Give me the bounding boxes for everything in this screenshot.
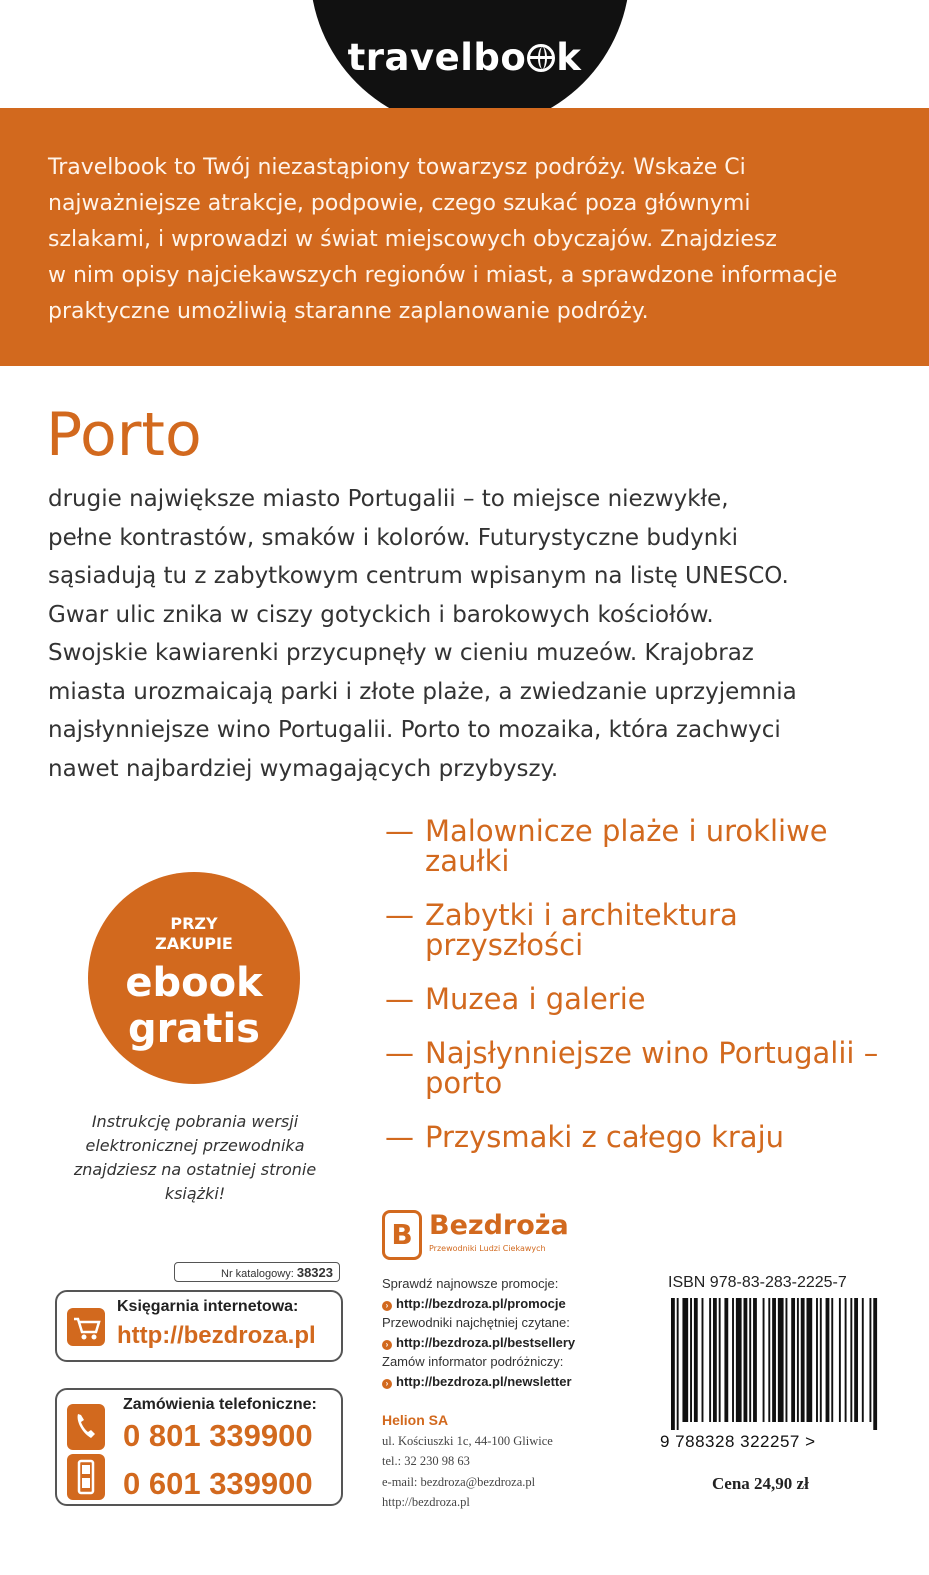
company-phone: tel.: 32 230 98 63 [382, 1454, 470, 1468]
catalog-label: Nr katalogowy: [221, 1268, 294, 1280]
intro-line: szlakami, i wprowadzi w świat miejscowych obyczajów. Znajdziesz [48, 227, 777, 252]
barcode-bar [791, 1298, 795, 1422]
feature-item [385, 984, 905, 1014]
intro-line: Travelbook to Twój niezastąpiony towarzysz podróży. Wskaże Ci [48, 155, 746, 180]
promo-link[interactable] [382, 1372, 652, 1392]
barcode-bar [724, 1298, 728, 1422]
barcode-bar [713, 1298, 717, 1422]
barcode-bar [736, 1298, 742, 1422]
mobile-phone-icon [67, 1454, 105, 1500]
description [48, 480, 888, 788]
arrow-right-icon: › [382, 1340, 392, 1350]
publisher-tagline: Przewodniki Ludzi Ciekawych [429, 1244, 546, 1253]
phone-number-landline[interactable]: 0 801 339900 [123, 1418, 313, 1453]
intro-line: w nim opisy najciekawszych regionów i miast, a sprawdzone informacje [48, 263, 838, 288]
barcode-bar [869, 1298, 871, 1422]
barcode-bar [797, 1298, 799, 1422]
badge-ebook: ebook [125, 960, 263, 1006]
barcode-bar [744, 1298, 748, 1422]
dash-bullet: — [385, 1036, 414, 1070]
promo-link[interactable] [382, 1294, 652, 1314]
barcode-bar [801, 1298, 805, 1422]
dash-bullet: — [385, 814, 414, 848]
shopping-cart-icon [67, 1308, 105, 1346]
promo-link-text: http://bezdroza.pl/promocje [396, 1295, 566, 1311]
badge-gratis: gratis [128, 1006, 260, 1052]
barcode [671, 1298, 879, 1430]
barcode-bar [862, 1298, 864, 1422]
ebook-badge [88, 872, 300, 1084]
description-line: najsłynniejsze wino Portugalii. Porto to mozaika, która zachwyci [48, 717, 781, 743]
badge-line: PRZY [170, 914, 218, 933]
barcode-bar [732, 1298, 734, 1422]
globe-icon [527, 44, 555, 72]
barcode-bar [826, 1298, 830, 1422]
logo-text-start: travelbo [347, 36, 527, 79]
feature-text: Zabytki i architektura przyszłości [425, 898, 738, 962]
barcode-bar [816, 1298, 818, 1422]
barcode-bar [820, 1298, 822, 1422]
barcode-bar [778, 1298, 784, 1422]
publisher-mark-icon: B [382, 1210, 422, 1260]
feature-item [385, 1122, 905, 1152]
feature-text: Malownicze plaże i urokliwe zaułki [425, 814, 828, 878]
dash-bullet: — [385, 982, 414, 1016]
promo-link-text: http://bezdroza.pl/newsletter [396, 1373, 572, 1389]
company-website[interactable]: http://bezdroza.pl [382, 1495, 470, 1509]
barcode-bar [719, 1298, 721, 1422]
catalog-number [174, 1262, 340, 1282]
barcode-digits: 9 788328 322257 > [660, 1432, 816, 1451]
barcode-bar [806, 1298, 812, 1422]
description-line: Gwar ulic znika w ciszy gotyckich i barokowych kościołów. [48, 601, 714, 628]
barcode-bar [702, 1298, 704, 1422]
intro-text [48, 150, 888, 330]
description-line: Swojskie kawiarenki przycupnęły w cieniu muzeów. Krajobraz [48, 640, 754, 666]
barcode-bar [749, 1298, 751, 1422]
feature-text: Najsłynniejsze wino Portugalii – porto [425, 1036, 879, 1100]
barcode-bar [709, 1298, 711, 1422]
barcode-bar [682, 1298, 688, 1422]
arrow-right-icon: › [382, 1379, 392, 1389]
barcode-bar [854, 1298, 858, 1422]
barcode-bar [772, 1298, 776, 1422]
phone-number-mobile[interactable]: 0 601 339900 [123, 1466, 313, 1501]
barcode-bar [786, 1298, 788, 1422]
feature-text: Przysmaki z całego kraju [425, 1120, 785, 1154]
company-name: Helion SA [382, 1412, 449, 1428]
barcode-bar [768, 1298, 770, 1422]
shop-label: Księgarnia internetowa: [117, 1298, 299, 1315]
price: Cena 24,90 zł [712, 1474, 809, 1493]
publisher-name: Bezdroża [429, 1210, 569, 1241]
barcode-bar [831, 1298, 833, 1422]
promo-caption: Sprawdź najnowsze promocje: [382, 1276, 559, 1291]
feature-text: Muzea i galerie [425, 982, 646, 1016]
feature-item [385, 816, 905, 876]
shop-link[interactable]: http://bezdroza.pl [117, 1322, 316, 1349]
barcode-bar [845, 1298, 847, 1422]
isbn: ISBN 978-83-283-2225-7 [668, 1274, 847, 1291]
promo-link-text: http://bezdroza.pl/bestsellery [396, 1334, 576, 1350]
promo-links [382, 1274, 652, 1391]
ebook-instructions: Instrukcję pobrania wersji elektronicznej przewodnika znajdziesz na ostatniej stronie książki! [73, 1112, 317, 1203]
page-title: Porto [46, 400, 202, 470]
dash-bullet: — [385, 1120, 414, 1154]
company-email[interactable]: e-mail: bezdroza@bezdroza.pl [382, 1474, 536, 1489]
barcode-bar [753, 1298, 757, 1422]
company-street: ul. Kościuszki 1c, 44-100 Gliwice [382, 1433, 553, 1448]
feature-list [385, 816, 905, 1176]
barcode-bar [694, 1298, 698, 1422]
phone-orders-label: Zamówienia telefoniczne: [123, 1396, 317, 1413]
barcode-bar [677, 1298, 679, 1430]
barcode-bar [671, 1298, 675, 1430]
logo-text-end: k [556, 36, 582, 79]
phone-icon-graphic [67, 1404, 105, 1450]
barcode-bar [690, 1298, 692, 1422]
barcode-bar [873, 1298, 877, 1430]
description-line: miasta urozmaicają parki i złote plaże, a zwiedzanie uprzyjemnia [48, 678, 797, 705]
intro-line: praktyczne umożliwią staranne zaplanowanie podróży. [48, 299, 649, 324]
arrow-right-icon: › [382, 1301, 392, 1311]
promo-caption: Przewodniki najchętniej czytane: [382, 1315, 570, 1330]
description-line: drugie największe miasto Portugalii – to miejsce niezwykłe, [48, 486, 729, 512]
promo-caption: Zamów informator podróżniczy: [382, 1354, 564, 1369]
intro-line: najważniejsze atrakcje, podpowie, czego szukać poza głównymi [48, 191, 751, 216]
publisher-address [382, 1410, 652, 1513]
promo-link[interactable] [382, 1333, 652, 1353]
dash-bullet: — [385, 898, 414, 932]
phone-icon [67, 1404, 105, 1450]
badge-line: ZAKUPIE [155, 934, 233, 953]
description-line: sąsiadują tu z zabytkowym centrum wpisanym na listę UNESCO. [48, 563, 789, 589]
online-shop-box [55, 1290, 343, 1362]
phone-orders-box [55, 1388, 343, 1506]
catalog-value: 38323 [296, 1265, 333, 1280]
barcode-bar [850, 1298, 852, 1422]
description-line: pełne kontrastów, smaków i kolorów. Futurystyczne budynki [48, 524, 739, 551]
mobile-phone-icon-graphic [67, 1454, 105, 1500]
feature-item [385, 1038, 905, 1098]
description-line: nawet najbardziej wymagających przybyszy. [48, 755, 559, 782]
feature-item [385, 900, 905, 960]
travelbook-logo [0, 36, 929, 79]
shopping-cart-icon-graphic [67, 1308, 105, 1346]
barcode-bar [763, 1298, 765, 1422]
barcode-bar [839, 1298, 841, 1422]
